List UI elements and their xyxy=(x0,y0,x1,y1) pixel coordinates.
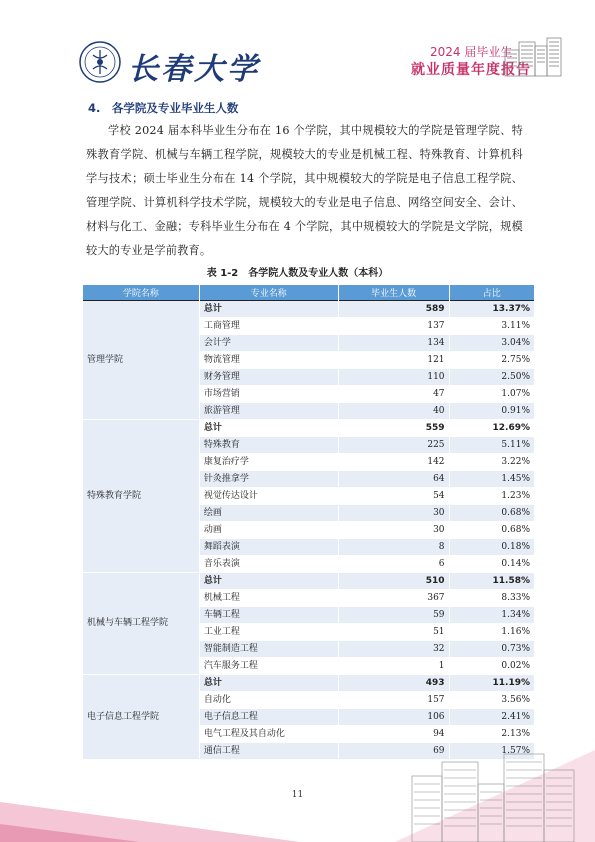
table-row xyxy=(83,300,535,317)
percentage-cell: 1.07% xyxy=(449,385,534,402)
graduate-count-cell: 59 xyxy=(338,606,449,623)
major-name-cell: 会计学 xyxy=(199,334,338,351)
percentage-cell: 1.16% xyxy=(449,623,534,640)
percentage-cell: 2.41% xyxy=(449,708,534,725)
graduate-count-cell: 32 xyxy=(338,640,449,657)
graduate-count-cell: 137 xyxy=(338,317,449,334)
major-name-cell: 针灸推拿学 xyxy=(199,470,338,487)
graduate-count-cell: 559 xyxy=(338,419,449,436)
column-header-major: 专业名称 xyxy=(199,285,338,300)
percentage-cell: 3.11% xyxy=(449,317,534,334)
column-header-college: 学院名称 xyxy=(83,285,200,300)
table-body xyxy=(83,300,535,759)
college-major-table xyxy=(82,285,534,760)
percentage-cell: 0.02% xyxy=(449,657,534,674)
percentage-cell: 2.75% xyxy=(449,351,534,368)
graduate-count-cell: 142 xyxy=(338,453,449,470)
major-name-cell: 财务管理 xyxy=(199,368,338,385)
percentage-cell: 2.50% xyxy=(449,368,534,385)
major-name-cell: 康复治疗学 xyxy=(199,453,338,470)
column-header-grads: 毕业生人数 xyxy=(338,285,449,300)
major-name-cell: 自动化 xyxy=(199,691,338,708)
graduate-count-cell: 225 xyxy=(338,436,449,453)
graduate-count-cell: 134 xyxy=(338,334,449,351)
page-number: 11 xyxy=(291,790,304,800)
percentage-cell: 3.04% xyxy=(449,334,534,351)
major-name-cell: 舞蹈表演 xyxy=(199,538,338,555)
percentage-cell: 0.68% xyxy=(449,504,534,521)
percentage-cell: 1.57% xyxy=(449,742,534,759)
graduate-count-cell: 1 xyxy=(338,657,449,674)
table-row xyxy=(83,674,535,691)
graduate-count-cell: 51 xyxy=(338,623,449,640)
percentage-cell: 1.34% xyxy=(449,606,534,623)
major-name-cell: 动画 xyxy=(199,521,338,538)
college-name-cell: 管理学院 xyxy=(83,300,200,419)
graduate-count-cell: 493 xyxy=(338,674,449,691)
graduate-count-cell: 6 xyxy=(338,555,449,572)
table-row xyxy=(83,419,535,436)
percentage-cell: 8.33% xyxy=(449,589,534,606)
table-caption: 表 1-2 各学院人数及专业人数（本科） xyxy=(206,268,389,279)
graduate-count-cell: 94 xyxy=(338,725,449,742)
university-seal-icon xyxy=(79,41,121,83)
major-name-cell: 总计 xyxy=(199,419,338,436)
major-name-cell: 通信工程 xyxy=(199,742,338,759)
college-name-cell: 特殊教育学院 xyxy=(83,419,200,572)
percentage-cell: 0.18% xyxy=(449,538,534,555)
major-name-cell: 视觉传达设计 xyxy=(199,487,338,504)
table-header-row xyxy=(83,285,535,300)
major-name-cell: 电气工程及其自动化 xyxy=(199,725,338,742)
graduate-count-cell: 54 xyxy=(338,487,449,504)
percentage-cell: 12.69% xyxy=(449,419,534,436)
university-logo-text: 长春大学 xyxy=(128,52,260,87)
percentage-cell: 0.91% xyxy=(449,402,534,419)
major-name-cell: 总计 xyxy=(199,674,338,691)
major-name-cell: 汽车服务工程 xyxy=(199,657,338,674)
section-heading: 4. 各学院及专业毕业生人数 xyxy=(88,101,239,115)
major-name-cell: 市场营销 xyxy=(199,385,338,402)
graduate-count-cell: 121 xyxy=(338,351,449,368)
percentage-cell: 1.23% xyxy=(449,487,534,504)
report-title: 就业质量年度报告 xyxy=(411,62,531,78)
major-name-cell: 智能制造工程 xyxy=(199,640,338,657)
graduate-count-cell: 367 xyxy=(338,589,449,606)
major-name-cell: 总计 xyxy=(199,300,338,317)
major-name-cell: 特殊教育 xyxy=(199,436,338,453)
graduate-count-cell: 30 xyxy=(338,521,449,538)
major-name-cell: 旅游管理 xyxy=(199,402,338,419)
percentage-cell: 3.22% xyxy=(449,453,534,470)
graduate-count-cell: 110 xyxy=(338,368,449,385)
percentage-cell: 0.68% xyxy=(449,521,534,538)
graduate-count-cell: 106 xyxy=(338,708,449,725)
percentage-cell: 11.58% xyxy=(449,572,534,589)
major-name-cell: 工商管理 xyxy=(199,317,338,334)
graduate-count-cell: 589 xyxy=(338,300,449,317)
percentage-cell: 13.37% xyxy=(449,300,534,317)
major-name-cell: 电子信息工程 xyxy=(199,708,338,725)
college-name-cell: 机械与车辆工程学院 xyxy=(83,572,200,674)
major-name-cell: 机械工程 xyxy=(199,589,338,606)
percentage-cell: 3.56% xyxy=(449,691,534,708)
graduate-count-cell: 69 xyxy=(338,742,449,759)
section-paragraph: 学校 2024 届本科毕业生分布在 16 个学院，其中规模较大的学院是管理学院、特殊教育学院、机械与车辆工程学院，规模较大的专业是机械工程、特殊教育、计算机科学与技术；硕士毕业生分布在 14 个学院，其中规模较大的学院是电子信息工程学院、管理学院、计算机科学技术学院，规模较大的专业是电子信息、网络空间安全、会计、材料与化工、金融；专科毕业生分布在 4 个学院，其中规模较大的学院是文学院，规模较大的专业是学前教育。 xyxy=(86,124,523,257)
college-name-cell: 电子信息工程学院 xyxy=(83,674,200,759)
percentage-cell: 0.73% xyxy=(449,640,534,657)
graduate-count-cell: 510 xyxy=(338,572,449,589)
column-header-pct: 占比 xyxy=(449,285,534,300)
major-name-cell: 音乐表演 xyxy=(199,555,338,572)
major-name-cell: 绘画 xyxy=(199,504,338,521)
major-name-cell: 总计 xyxy=(199,572,338,589)
percentage-cell: 5.11% xyxy=(449,436,534,453)
major-name-cell: 工业工程 xyxy=(199,623,338,640)
major-name-cell: 物流管理 xyxy=(199,351,338,368)
graduate-count-cell: 30 xyxy=(338,504,449,521)
graduate-count-cell: 47 xyxy=(338,385,449,402)
footer-decoration xyxy=(0,740,595,842)
percentage-cell: 11.19% xyxy=(449,674,534,691)
graduate-count-cell: 40 xyxy=(338,402,449,419)
graduate-count-cell: 157 xyxy=(338,691,449,708)
table-row xyxy=(83,572,535,589)
report-year: 2024 届毕业生 xyxy=(430,45,513,59)
percentage-cell: 0.14% xyxy=(449,555,534,572)
major-name-cell: 车辆工程 xyxy=(199,606,338,623)
graduate-count-cell: 64 xyxy=(338,470,449,487)
percentage-cell: 2.13% xyxy=(449,725,534,742)
graduate-count-cell: 8 xyxy=(338,538,449,555)
campus-buildings-icon xyxy=(503,36,563,78)
percentage-cell: 1.45% xyxy=(449,470,534,487)
